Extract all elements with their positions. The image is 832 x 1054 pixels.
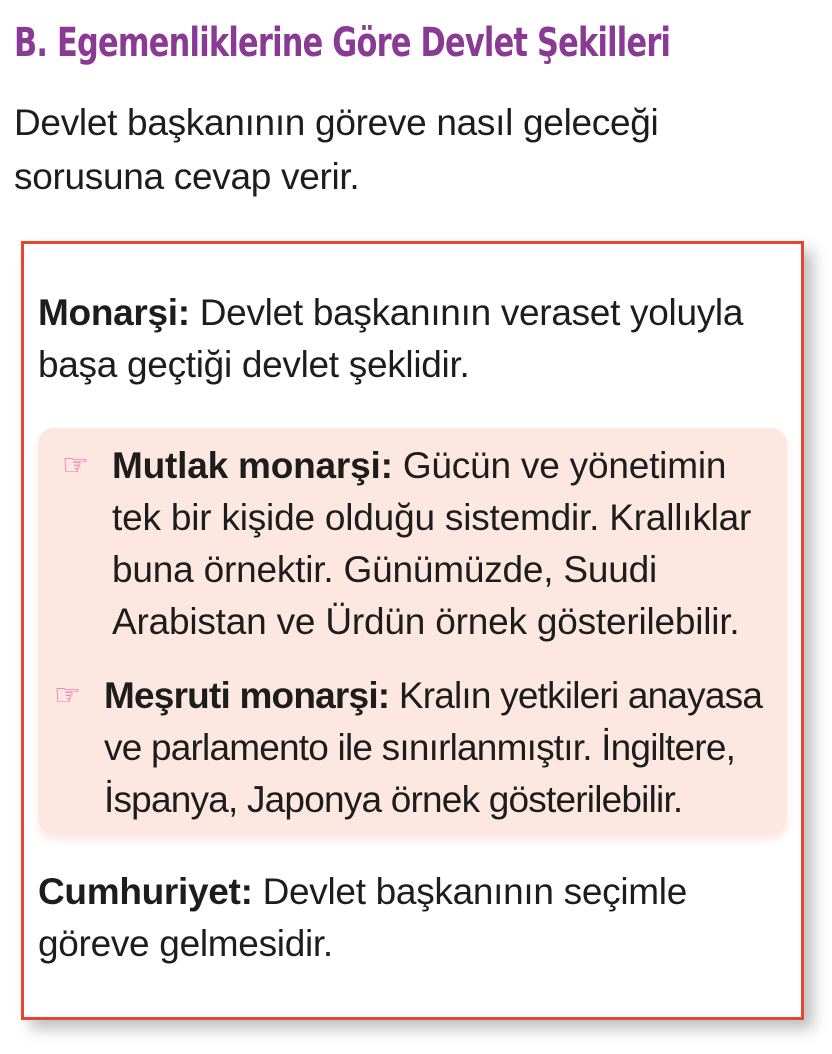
definition-box (21, 241, 804, 1020)
pointing-hand-icon: ☞ (62, 449, 89, 482)
republic-definition-text: Devlet başkanının seçimle göreve gelmesidir. (38, 871, 687, 964)
republic-definition (38, 866, 738, 970)
constitutional-monarchy-term: Meşruti monarşi: (104, 675, 390, 716)
absolute-monarchy-text-block (112, 440, 773, 648)
republic-term: Cumhuriyet: (38, 871, 253, 912)
monarchy-types-panel (38, 428, 787, 834)
absolute-monarchy-term: Mutlak monarşi: (112, 445, 393, 486)
monarchy-definition-text: Devlet başkanının veraset yoluyla başa geçtiği devlet şeklidir. (38, 292, 744, 385)
constitutional-monarchy-text-block (104, 670, 773, 826)
intro-paragraph: Devlet başkanının göreve nasıl geleceği sorusuna cevap verir. (14, 102, 659, 197)
list-item-constitutional-monarchy (54, 670, 773, 826)
monarchy-definition (38, 287, 768, 391)
constitutional-monarchy-text: Kralın yetkileri anayasa ve parlamento ile sınırlanmıştır. İngiltere, İspanya, Japonya örnek gösterilebilir. (104, 675, 763, 820)
page-title: B. Egemenliklerine Göre Devlet Şekilleri (14, 20, 671, 66)
absolute-monarchy-text: Gücün ve yönetimin tek bir kişide olduğu sistemdir. Krallıklar buna örnektir. Günümüzde, Suudi Arabistan ve Ürdün örnek gösterilebilir. (112, 445, 752, 642)
list-item-absolute-monarchy (54, 440, 773, 648)
pointing-hand-icon: ☞ (54, 679, 81, 712)
monarchy-term: Monarşi: (38, 292, 190, 333)
